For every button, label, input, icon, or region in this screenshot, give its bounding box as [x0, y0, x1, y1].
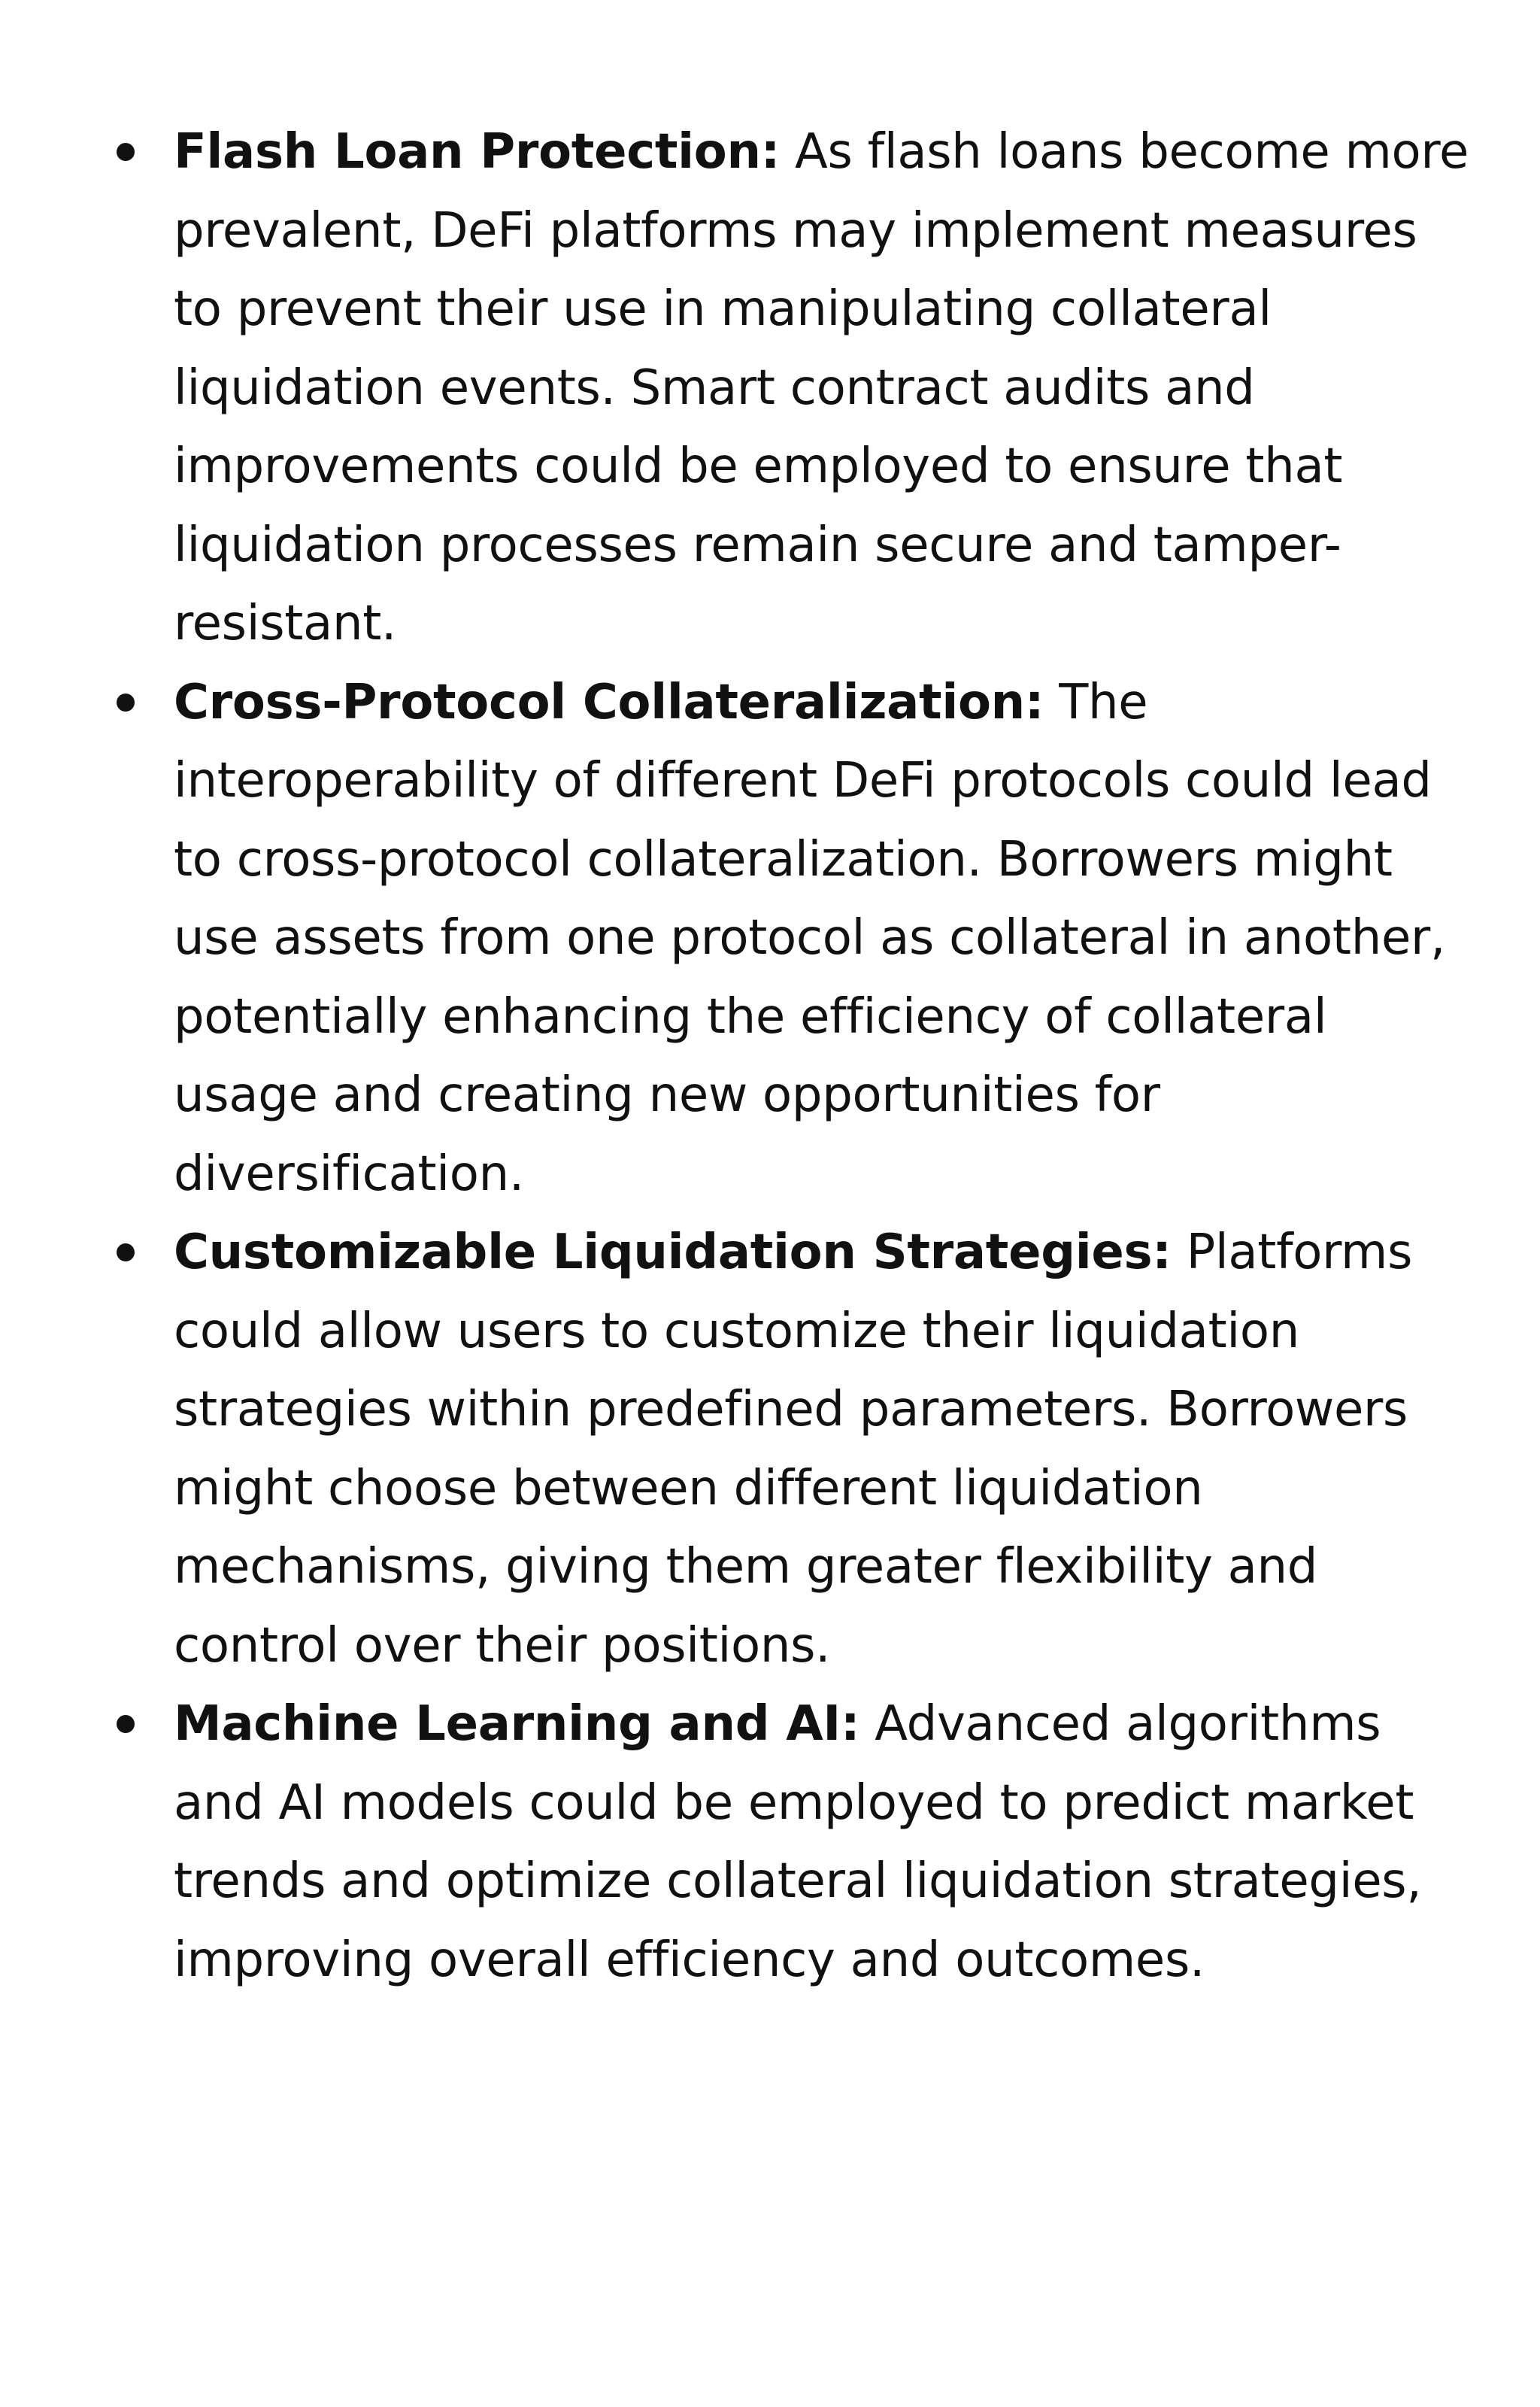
item-text: As flash loans become more prevalent, DeFi platforms may implement measures to prevent their use in manipulating collateral liquidation events. Smart contract audits and improvements could be employed to ensure that liquidation processes remain secure and tamper-resistant. — [174, 124, 1469, 651]
item-text: Advanced algorithms and AI models could be employed to predict market trends and optimize collateral liquidation strategies, improving overall efficiency and outcomes. — [174, 1696, 1422, 1988]
bullet-icon — [117, 1243, 135, 1261]
item-term: Customizable Liquidation Strategies: — [174, 1225, 1172, 1280]
item-term: Cross-Protocol Collateralization: — [174, 674, 1044, 730]
item-term: Machine Learning and AI: — [174, 1696, 860, 1752]
bullet-list — [117, 113, 1470, 1999]
item-text: Platforms could allow users to customize their liquidation strategies within predefined parameters. Borrowers might choose between different liquidation mechanisms, giving them greater flexibility and control over their positions. — [174, 1225, 1413, 1674]
list-item — [117, 1213, 1470, 1685]
bullet-icon — [117, 1715, 135, 1733]
list-item — [117, 1685, 1470, 1999]
bullet-icon — [117, 694, 135, 712]
bullet-icon — [117, 143, 135, 161]
list-item — [117, 113, 1470, 663]
item-text: The interoperability of different DeFi protocols could lead to cross-protocol collateralization. Borrowers might use assets from one protocol as collateral in another, potentially enhancing the efficiency of collateral usage and creating new opportunities for diversification. — [174, 674, 1446, 1202]
list-item — [117, 663, 1470, 1214]
item-term: Flash Loan Protection: — [174, 124, 780, 180]
